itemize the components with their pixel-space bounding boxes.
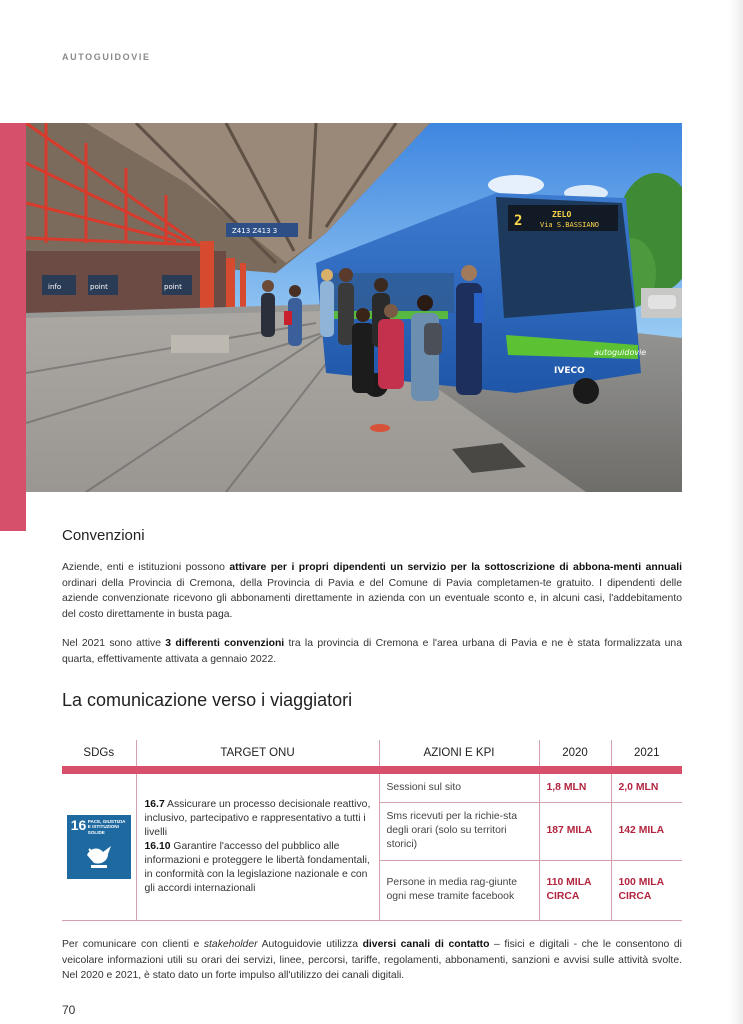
bus-brand: IVECO (554, 366, 585, 376)
bus-display-line2: Via S.BASSIANO (540, 221, 600, 229)
sdg-number: 16 (70, 816, 87, 833)
table-row (62, 770, 682, 802)
dove-gavel-icon (81, 837, 117, 873)
target-16-10 (145, 840, 371, 896)
sdg-label: PACE, GIUSTIZIA E ISTITUZIONI SOLIDE (87, 818, 126, 835)
kpi-value-2020: 110 MILA CIRCA (539, 860, 611, 920)
station-sign: Z413 Z413 3 (232, 227, 278, 235)
accent-bar (0, 123, 26, 531)
header-target-onu: TARGET ONU (136, 740, 379, 770)
kpi-value-2020: 1,8 MLN (539, 770, 611, 802)
bold-run: diversi canali di contatto (362, 939, 490, 950)
italic-run: stakeholder (203, 939, 258, 950)
text-run: tra la provincia di Cremona e l'area urbana di Pavia e ne è stata formalizzata una quarta, effettivamente attivata a gennaio 2022. (62, 638, 682, 665)
header-2020: 2020 (539, 740, 611, 770)
wall-sign-info: info (48, 283, 62, 291)
target-16-7 (145, 798, 371, 840)
target-code: 16.10 (144, 840, 171, 852)
page-edge-shadow (729, 0, 743, 1024)
bus-station-photo (26, 123, 682, 492)
target-text: Garantire l'accesso del pubblico alle informazioni e proteggere le libertà fondamentali, in conformità con la legislazione nazionale e con gli accordi internazionali (144, 840, 370, 894)
table-header-row (62, 740, 682, 770)
kpi-table (62, 740, 682, 921)
kpi-value-2021: 100 MILA CIRCA (611, 860, 682, 920)
bus-livery-text: autoguidovie (594, 348, 647, 357)
wall-sign-point-1: point (90, 283, 108, 291)
paragraph-comunicazione (62, 937, 682, 984)
target-onu-cell (136, 770, 379, 920)
header-2021: 2021 (611, 740, 682, 770)
page-number: 70 (62, 1003, 76, 1017)
text-run: Autoguidovie utilizza (257, 939, 363, 950)
target-code: 16.7 (144, 798, 165, 810)
paragraph-convenzioni-1 (62, 560, 682, 622)
kpi-action: Sms ricevuti per la richie-sta degli orari (solo su territori storici) (379, 802, 539, 860)
section-title-comunicazione: La comunicazione verso i viaggiatori (62, 690, 353, 710)
kpi-value-2021: 142 MILA (611, 802, 682, 860)
header-sdgs: SDGs (62, 740, 136, 770)
text-run: Per comunicare con clienti e (62, 939, 204, 950)
bold-run: 3 differenti convenzioni (165, 638, 285, 649)
text-run: Aziende, enti e istituzioni possono (62, 562, 230, 573)
kpi-action: Persone in media rag-giunte ogni mese tramite facebook (379, 860, 539, 920)
target-text: Assicurare un processo decisionale reattivo, inclusivo, partecipativo e rappresentativo a tutti i livelli (144, 798, 371, 838)
text-run: Nel 2021 sono attive (62, 638, 166, 649)
section-subtitle-convenzioni: Convenzioni (62, 527, 145, 544)
text-run: ordinari della Provincia di Cremona, della Provincia di Pavia e del Comune di Pavia completamen-te gratuito. I dipendenti delle aziende convenzionate ricevono gli abbonamenti direttamente in azienda con un eventuale sconto e, in alcuni casi, l'addebitamento del costo direttamente in busta paga. (62, 577, 682, 620)
text-run: – fisici e digitali - che le consentono di veicolare informazioni utili su orari dei servizi, linee, percorsi, tariffe, regolamenti, abbonamenti, sanzioni e avvisi sulle attività svolte. Nel 2020 e 2021, è stato dato un forte impulso all'utilizzo dei canali digitali. (62, 939, 682, 982)
sdg-cell (62, 770, 136, 920)
wall-sign-point-2: point (164, 283, 182, 291)
sdg16-badge (67, 815, 131, 879)
bus-route-number: 2 (514, 213, 523, 229)
bus-display-line1: ZELO (552, 210, 572, 219)
paragraph-convenzioni-2 (62, 636, 682, 667)
kpi-action: Sessioni sul sito (379, 770, 539, 802)
kpi-value-2020: 187 MILA (539, 802, 611, 860)
kpi-value-2021: 2,0 MLN (611, 770, 682, 802)
running-head: AUTOGUIDOVIE (62, 52, 151, 62)
header-azioni-kpi: AZIONI E KPI (379, 740, 539, 770)
bold-run: attivare per i propri dipendenti un servizio per la sottoscrizione di abbona-menti annuali (229, 562, 682, 573)
